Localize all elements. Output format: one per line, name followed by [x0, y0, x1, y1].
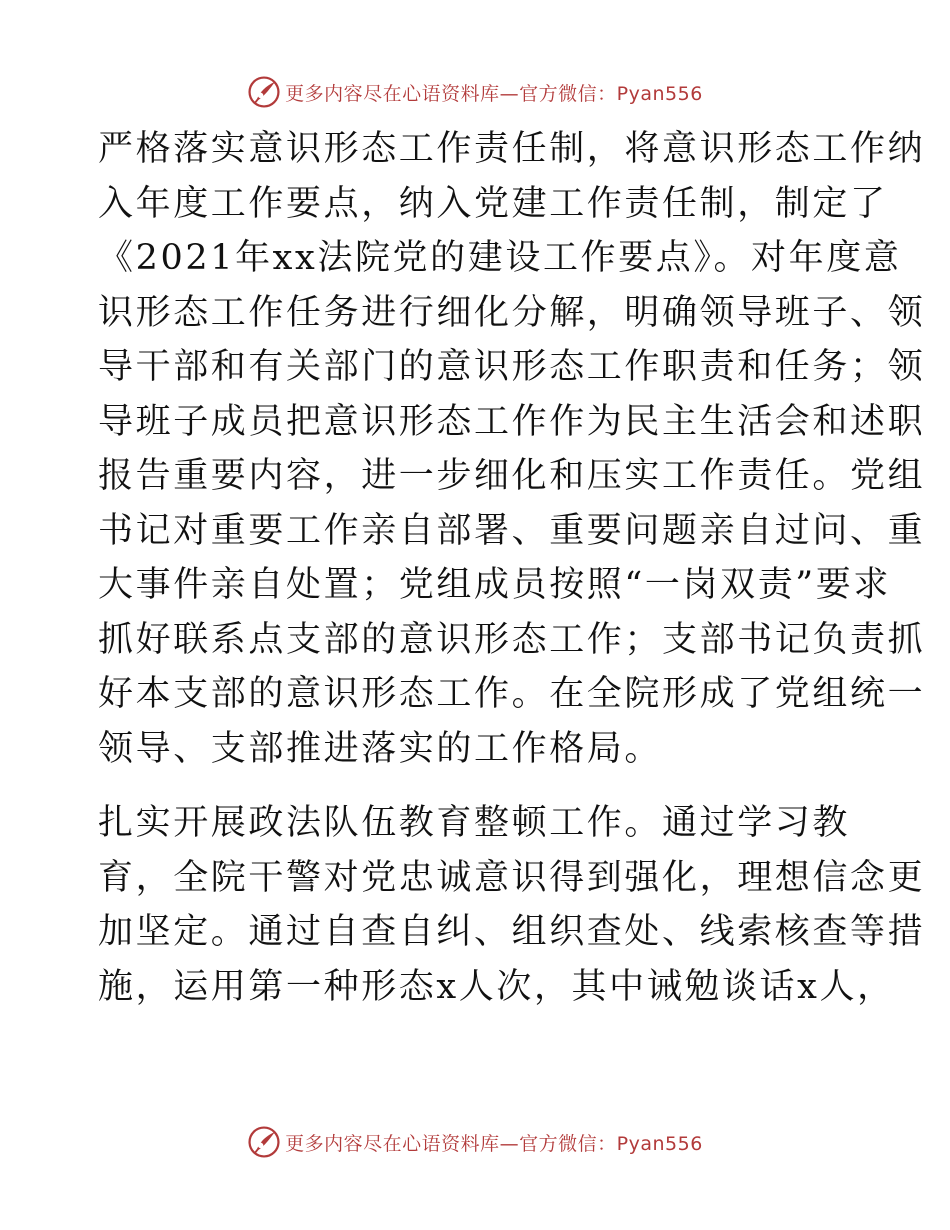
paragraph-line: 扎实开展政法队伍教育整顿工作。通过学习教	[98, 803, 851, 843]
paragraph-line: 加坚定。通过自查自纠、组织查处、线索核查等措	[98, 912, 926, 952]
paragraph-line: 育，全院干警对党忠诚意识得到强化，理想信念更	[98, 857, 926, 898]
paragraph-line: 识形态工作任务进行细化分解，明确领导班子、领	[98, 292, 926, 333]
paragraph-line: 领导、支部推进落实的工作格局。	[98, 728, 663, 769]
paragraph-gap	[98, 776, 850, 796]
footer-banner-text: 更多内容尽在心语资料库—官方微信：Pyan556	[285, 1132, 703, 1155]
paragraph-line: 抓好联系点支部的意识形态工作；支部书记负责抓	[98, 619, 926, 660]
header-banner	[0, 72, 950, 112]
quill-pen-logo-icon	[247, 75, 281, 109]
footer-banner	[0, 1122, 950, 1162]
paragraph-line: 书记对重要工作亲自部署、重要问题亲自过问、重	[98, 510, 926, 551]
paragraph-2	[98, 796, 926, 1014]
paragraph-line: 施，运用第一种形态x人次，其中诫勉谈话x人，	[98, 966, 895, 1007]
paragraph-1	[98, 122, 926, 776]
paragraph-line: 《2021年xx法院党的建设工作要点》。对年度意	[98, 238, 902, 278]
paragraph-line: 大事件亲自处置；党组成员按照“一岗双责”要求	[98, 565, 891, 605]
document-body	[98, 122, 926, 1014]
paragraph-line: 报告重要内容，进一步细化和压实工作责任。党组	[98, 456, 926, 496]
paragraph-line: 好本支部的意识形态工作。在全院形成了党组统一	[98, 674, 926, 714]
paragraph-line: 入年度工作要点，纳入党建工作责任制，制定了	[98, 183, 888, 224]
paragraph-line: 导干部和有关部门的意识形态工作职责和任务；领	[98, 347, 926, 387]
quill-pen-logo-icon	[247, 1125, 281, 1159]
paragraph-line: 严格落实意识形态工作责任制，将意识形态工作纳	[98, 129, 926, 169]
header-banner-text: 更多内容尽在心语资料库—官方微信：Pyan556	[285, 82, 703, 105]
paragraph-line: 导班子成员把意识形态工作作为民主生活会和述职	[98, 401, 926, 442]
